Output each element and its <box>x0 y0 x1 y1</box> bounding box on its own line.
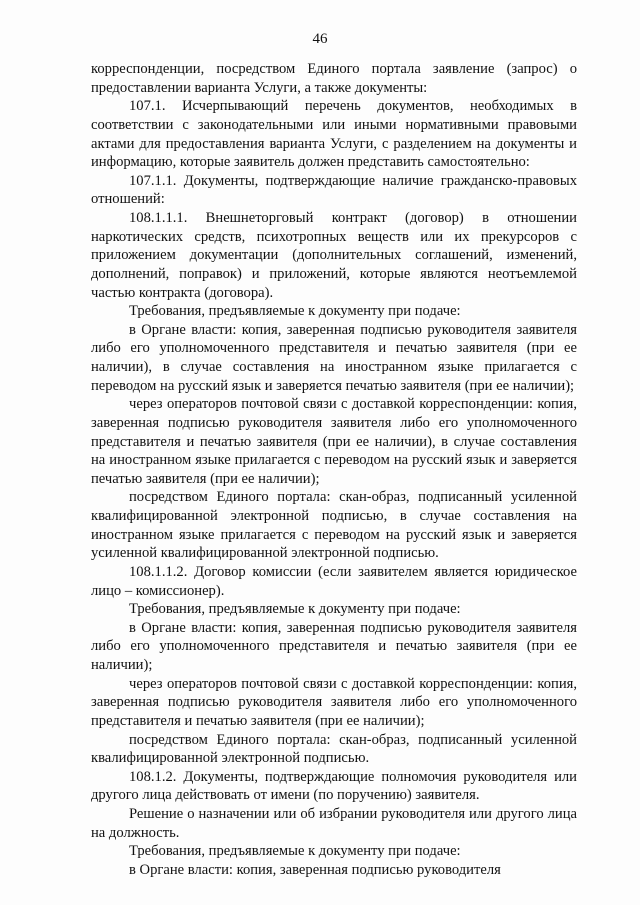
page-number: 46 <box>312 31 328 47</box>
paragraph: 107.1. Исчерпывающий перечень документов, необходимых в соответствии с законодательными или иными нормативными правовыми актами для предоставления варианта Услуги, с разделением на документы и информацию, которые заявитель должен представить самостоятельно: <box>91 98 577 171</box>
paragraph: Требования, предъявляемые к документу при подаче: <box>129 303 461 320</box>
paragraph: в Органе власти: копия, заверенная подписью руководителя заявителя либо его уполномоченного представителя и печатью заявителя (при ее наличии); <box>91 619 577 673</box>
document-body <box>91 60 577 880</box>
paragraph: 108.1.1.1. Внешнеторговый контракт (договор) в отношении наркотических средств, психотропных веществ или их прекурсоров с приложением документации (дополнительных соглашений, изменений, дополнений, поправок) и приложений, которые являются неотъемлемой частью контракта (договора). <box>91 210 577 301</box>
paragraph: через операторов почтовой связи с доставкой корреспонденции: копия, заверенная подписью руководителя заявителя либо его уполномоченного представителя и печатью заявителя (при ее наличии); <box>91 675 577 729</box>
paragraph: 108.1.2. Документы, подтверждающие полномочия руководителя или другого лица действовать от имени (по поручению) заявителя. <box>91 768 577 804</box>
paragraph: 107.1.1. Документы, подтверждающие наличие гражданско-правовых отношений: <box>91 172 577 208</box>
paragraph: 108.1.1.2. Договор комиссии (если заявителем является юридическое лицо – комиссионер). <box>91 563 577 599</box>
paragraph: посредством Единого портала: скан-образ, подписанный усиленной квалифицированной электронной подписью. <box>91 731 577 767</box>
paragraph: в Органе власти: копия, заверенная подписью руководителя заявителя либо его уполномоченного представителя и печатью заявителя (при ее наличии), в случае составления на иностранном языке прилагается с переводом на русский язык и заверяется печатью заявителя (при ее наличии); <box>91 321 577 394</box>
paragraph: через операторов почтовой связи с доставкой корреспонденции: копия, заверенная подписью руководителя заявителя либо его уполномоченного представителя и печатью заявителя (при ее наличии), в случае составления на иностранном языке прилагается с переводом на русский язык и заверяется печатью заявителя (при ее наличии); <box>91 396 577 487</box>
paragraph: корреспонденции, посредством Единого портала заявление (запрос) о предоставлении варианта Услуги, а также документы: <box>91 61 577 96</box>
paragraph: посредством Единого портала: скан-образ, подписанный усиленной квалифицированной электронной подписью, в случае составления на иностранном языке прилагается с переводом на русский язык и заверяется усиленной квалифицированной электронной подписью. <box>91 489 577 562</box>
paragraph: Требования, предъявляемые к документу при подаче: <box>129 843 461 860</box>
paragraph: в Органе власти: копия, заверенная подписью руководителя <box>129 861 501 878</box>
paragraph: Требования, предъявляемые к документу при подаче: <box>129 601 461 618</box>
paragraph: Решение о назначении или об избрании руководителя или другого лица на должность. <box>91 806 577 841</box>
